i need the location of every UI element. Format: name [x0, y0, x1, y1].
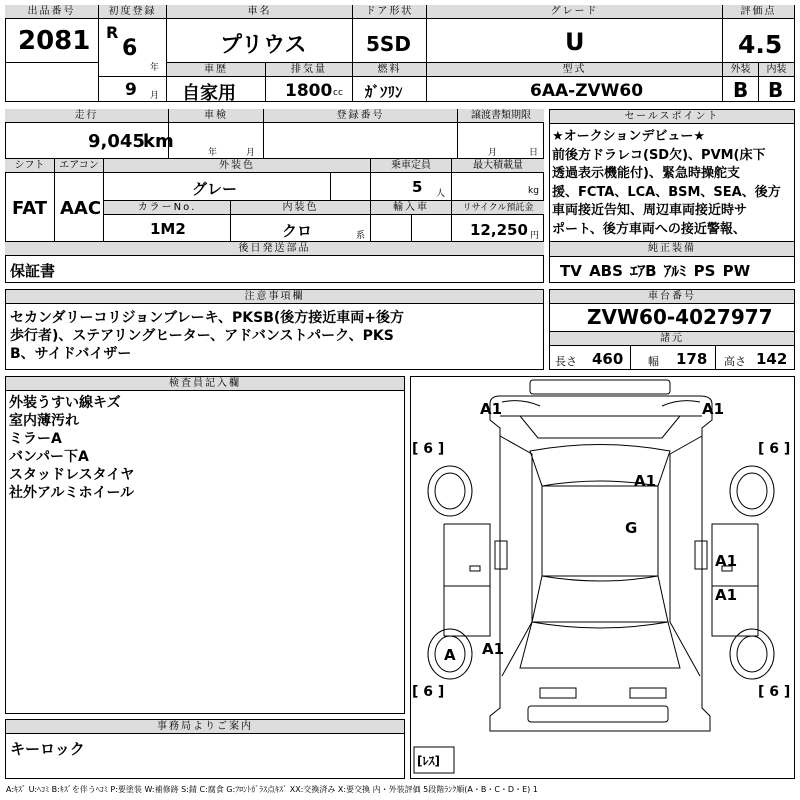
spec-label: 諸元 — [550, 331, 794, 346]
damage-mark: A1 — [482, 640, 505, 658]
notes-line: 歩行者)、ステアリングヒーター、アドバンストパーク、PKS — [10, 328, 394, 344]
height-label: 高さ — [724, 355, 746, 368]
sales-point-text — [552, 128, 796, 236]
width-label: 幅 — [648, 355, 659, 368]
exterior-score: B — [733, 78, 749, 102]
mileage-label: 走行 — [5, 109, 168, 123]
damage-mark: G — [625, 519, 638, 537]
mileage: 9,045 — [88, 131, 145, 152]
month-num: 9 — [125, 80, 137, 100]
max-load-unit: kg — [528, 186, 539, 196]
era: R — [106, 23, 119, 42]
sales-line: 前後方ドラレコ(SD欠)、PVM(床下 — [552, 147, 766, 163]
color: グレー — [192, 180, 238, 198]
model-label: 型式 — [427, 63, 722, 77]
length: 460 — [592, 350, 624, 368]
import-label: 輸入車 — [371, 201, 451, 215]
ac: AAC — [60, 198, 102, 219]
insp-month-unit: 月 — [246, 148, 256, 158]
sales-point-label: セールスポイント — [550, 110, 794, 124]
notes-text — [10, 309, 540, 363]
damage-mark: A1 — [715, 552, 738, 570]
inspector-line: バンパー下A — [9, 449, 89, 465]
color-label: 外装色 — [104, 159, 370, 173]
office-label: 事務局よりご案内 — [6, 720, 404, 734]
fuel-label: 燃料 — [353, 63, 426, 77]
inspection-label: 車検 — [169, 109, 263, 123]
grade-label: グレード — [427, 5, 722, 19]
shift: FAT — [12, 198, 48, 219]
equip-item: ｱﾙﾐ — [663, 262, 687, 280]
sales-line: ★オークションデビュー★ — [552, 129, 706, 144]
capacity-unit: 人 — [436, 189, 446, 199]
equip-item: ABS — [589, 262, 623, 280]
door-label: ドア形状 — [353, 5, 426, 19]
spare-label: [ﾚｽ] — [417, 754, 440, 768]
insp-year-unit: 年 — [208, 148, 218, 158]
length-label: 長さ — [555, 355, 577, 368]
tire-mark-fr: [ 6 ] — [758, 441, 791, 457]
notes-label: 注意事項欄 — [6, 290, 543, 304]
chassis-label: 車台番号 — [550, 290, 794, 304]
sales-line: ポート、後方車両への接近警報、 — [552, 221, 746, 236]
later-parts-label: 後日発送部品 — [5, 242, 544, 256]
inspector-line: ミラーA — [9, 431, 62, 447]
damage-mark: A1 — [702, 400, 725, 418]
inspector-line: 社外アルミホイール — [9, 485, 135, 501]
transfer-day-unit: 日 — [529, 148, 539, 158]
reg-no-label: 登録番号 — [264, 109, 457, 123]
month-unit: 月 — [150, 91, 160, 101]
car-name: プリウス — [220, 33, 307, 58]
score: 4.5 — [738, 30, 783, 59]
year-num: 6 — [122, 36, 138, 61]
damage-mark: A — [444, 646, 456, 664]
equip-item: PW — [722, 262, 751, 280]
sales-line: 車両接近告知、周辺車両接近時サ — [552, 203, 748, 218]
history: 自家用 — [182, 83, 236, 104]
sales-line: 援、FCTA、LCA、BSM、SEA、後方 — [552, 184, 781, 200]
equipment-label: 純正装備 — [550, 241, 794, 257]
transfer-label: 譲渡書類期限 — [458, 109, 544, 123]
displacement-label: 排気量 — [266, 63, 352, 77]
history-label: 車歴 — [167, 63, 265, 77]
displacement-unit: cc — [333, 88, 343, 98]
equipment-list — [560, 260, 750, 281]
recycle-label: リサイクル預託金 — [452, 201, 544, 215]
damage-mark: A1 — [634, 472, 657, 490]
office-text: キーロック — [10, 740, 85, 758]
interior-color-unit: 系 — [356, 231, 366, 241]
legend: A:ｷｽﾞ U:ﾍｺﾐ B:ｷｽﾞを伴うﾍｺﾐ P:要塗装 W:補修跡 S:錆 C:腐食 G:ﾌﾛﾝﾄｶﾞﾗｽ点ｷｽﾞ XX:交換済み X:要交換 内・外装評価 5段階ﾗﾝｸ順(A・B・C・D・E) 1 — [6, 785, 538, 794]
interior-score: B — [768, 78, 784, 102]
equip-item: PS — [693, 262, 716, 280]
lot-no-label: 出品番号 — [5, 5, 98, 19]
interior-color: クロ — [282, 222, 313, 240]
shift-label: シフト — [5, 159, 54, 173]
inspector-line: スタッドレスタイヤ — [9, 467, 135, 483]
interior-color-label: 内装色 — [231, 201, 370, 215]
tire-mark-rr: [ 6 ] — [758, 684, 791, 700]
model: 6AA-ZVW60 — [530, 81, 644, 101]
tire-mark-rl: [ 6 ] — [412, 684, 445, 700]
capacity-label: 乗車定員 — [371, 159, 451, 173]
equip-item: ｴｱB — [630, 262, 657, 280]
chassis-number: ZVW60-4027977 — [587, 305, 773, 329]
color-no: 1M2 — [150, 220, 186, 238]
damage-mark: A1 — [715, 586, 738, 604]
tire-mark-fl: [ 6 ] — [412, 441, 445, 457]
recycle: 12,250 — [470, 221, 528, 239]
height: 142 — [756, 350, 788, 368]
year-unit: 年 — [150, 63, 160, 73]
inspector-line: 室内薄汚れ — [9, 413, 79, 429]
score-label: 評価点 — [723, 5, 794, 19]
damage-mark: A1 — [480, 400, 503, 418]
inspector-text — [9, 394, 399, 502]
door: 5SD — [366, 32, 411, 56]
grade: U — [565, 28, 585, 56]
capacity: 5 — [412, 178, 423, 196]
displacement: 1800 — [285, 81, 333, 101]
first-reg-label: 初度登録 — [99, 5, 166, 19]
car-name-label: 車名 — [167, 5, 352, 19]
sales-line: 透過表示機能付)、緊急時操舵支 — [552, 166, 740, 181]
inspector-label: 検査員記入欄 — [6, 377, 404, 391]
interior-label: 内装 — [759, 63, 794, 77]
mileage-unit: km — [143, 131, 174, 152]
inspector-line: 外装うすい線キズ — [9, 395, 121, 411]
lot-no: 2081 — [18, 26, 91, 56]
width: 178 — [676, 350, 708, 368]
notes-line: B、サイドバイザー — [10, 346, 132, 362]
transfer-month-unit: 月 — [488, 148, 498, 158]
detail-table — [5, 109, 544, 283]
fuel: ｶﾞｿﾘﾝ — [365, 83, 403, 101]
exterior-label: 外装 — [723, 63, 758, 77]
max-load-label: 最大積載量 — [452, 159, 544, 173]
color-no-label: カラーNo. — [104, 201, 230, 215]
recycle-unit: 円 — [530, 231, 540, 241]
ac-label: エアコン — [55, 159, 103, 173]
notes-line: セカンダリーコリジョンブレーキ、PKSB(後方接近車両+後方 — [10, 310, 405, 326]
car-diagram — [410, 376, 795, 779]
equip-item: TV — [560, 262, 582, 280]
later-parts: 保証書 — [10, 262, 56, 280]
